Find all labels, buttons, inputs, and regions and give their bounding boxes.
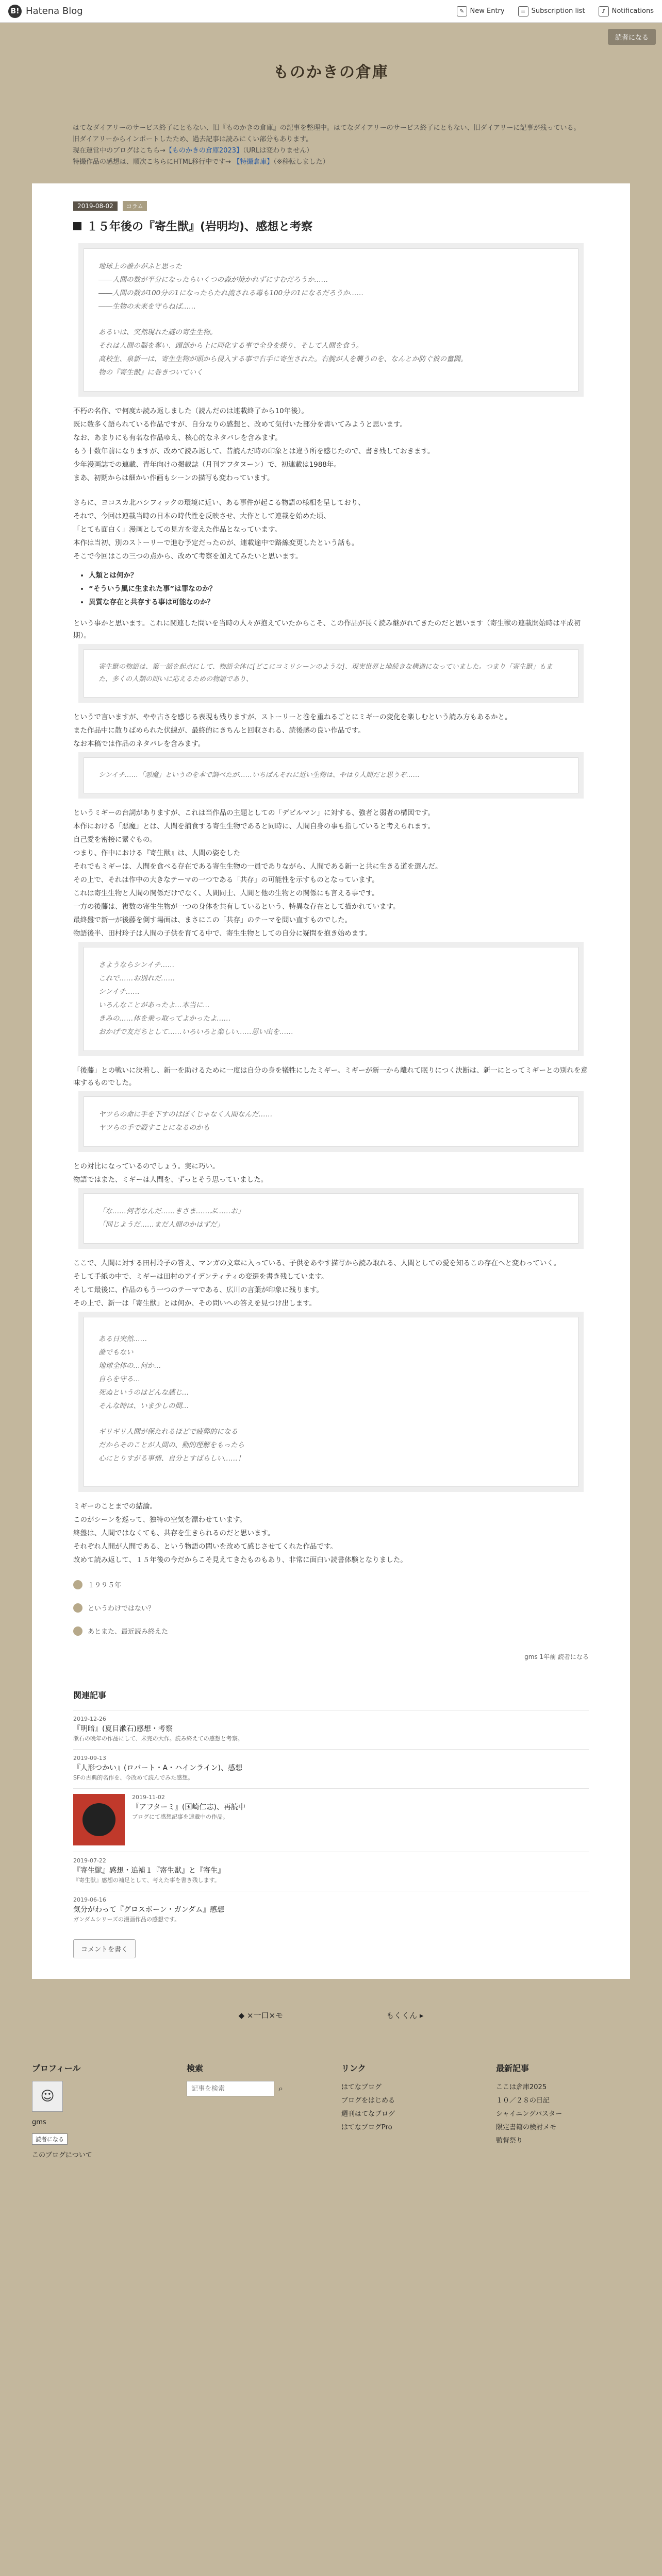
- quote-text: 寄生獣の物語は、第一話を起点にして、物語全体に[どこにコミリシーンのような]、現実世界と地続きな構造になっていました。つまり「寄生獣」もまた、多くの人類の問いに応えるための物語であり、: [98, 663, 553, 683]
- write-comment-button[interactable]: コメントを書く: [73, 1939, 136, 1958]
- text-line: つまり、作中における『寄生獣』は、人間の姿をした: [73, 849, 240, 857]
- text-line: 物語後半、田村玲子は人間の子供を育てる中で、寄生生物としての自分に疑問を抱き始めます。: [73, 929, 372, 938]
- related-thumbnail[interactable]: [73, 1794, 125, 1845]
- text-line: [98, 314, 564, 325]
- blockquote: [84, 248, 578, 392]
- subscribe-button[interactable]: 読者になる: [608, 29, 656, 45]
- text-line: 少年漫画誌での連載、青年向けの掲載誌（月刊アフタヌーン）で、初連載は1988年。: [73, 461, 341, 469]
- blockquote: [84, 947, 578, 1051]
- blog-description: [50, 118, 612, 183]
- footer-link[interactable]: 週刊はてなブログ: [341, 2110, 395, 2118]
- text-line: いろんなことがあったよ…本当に…: [98, 1001, 210, 1009]
- entry-footer: gms 1年前 読者になる: [524, 1653, 589, 1660]
- text-line: ――人間の数が100分の1になったらたれ流される毒も100分の1になるだろうか……: [98, 289, 364, 297]
- description-text: （※移転しました）: [273, 158, 329, 166]
- related-title[interactable]: 『寄生獣』感想・追補１『寄生獣』と『寄生』: [73, 1867, 225, 1875]
- text-line: ギリギリ人間が保たれるほどで疲弊的になる: [98, 1428, 238, 1436]
- hatena-blog-logo-text: Hatena Blog: [26, 6, 83, 16]
- profile-module: [32, 2062, 166, 2162]
- pager-prev-link[interactable]: ◆ ×一口×モ: [238, 2011, 284, 2020]
- text-line: 既に数多く語られている作品ですが、自分なりの感想と、改めて気付いた部分を書いてみようと思います。: [73, 420, 407, 429]
- blockquote: [84, 757, 578, 793]
- subscribe-button[interactable]: 読者になる: [32, 2133, 68, 2145]
- search-icon[interactable]: ⌕: [278, 2083, 283, 2093]
- text-line: ヤツらの命に手を下すのはぼくじゃなく人間なんだ……: [98, 1110, 273, 1118]
- entry-title[interactable]: [73, 218, 589, 234]
- keyword-link[interactable]: [73, 1603, 589, 1613]
- related-date: 2019-07-22: [73, 1857, 106, 1864]
- footer-link[interactable]: はてなブログPro: [341, 2124, 392, 2131]
- text-line: 高校生、泉新一は、寄生生物が頭から侵入する事で右手に寄生された。右腕が人を襲うのを、なんとか防ぐ彼の奮闘。: [98, 355, 468, 363]
- list-item: • “そういう風に生まれた事”は罪なのか？: [89, 582, 589, 596]
- text-line: ある日突然……: [98, 1335, 147, 1343]
- text-line: 本作における「悪魔」とは、人間を捕食する寄生生物であると同時に、人間自身の事も指していると考えられます。: [73, 822, 435, 831]
- text-line: さようならシンイチ……: [98, 961, 175, 969]
- pager: [32, 1979, 630, 2062]
- text-line: 心にとりすがる事情、自分とすばらしい……！: [98, 1454, 245, 1463]
- recent-entry-link[interactable]: 監督祭り: [496, 2137, 523, 2145]
- text-line: ミギーのことまでの結論。: [73, 1502, 157, 1511]
- global-header: [0, 0, 662, 23]
- text-line: 地球全体の…何か…: [98, 1362, 161, 1370]
- recent-entry-link[interactable]: ここは倉庫2025: [496, 2083, 547, 2091]
- new-entry-label: New Entry: [470, 7, 505, 15]
- avatar[interactable]: ☺: [32, 2081, 63, 2112]
- related-snippet: 『寄生獣』感想の補足として、考えた事を書き残します。: [73, 1877, 220, 1884]
- description-text: （URLは変わりません）: [243, 147, 313, 155]
- text-line: ヤツらの手で殺すことになるのかも: [98, 1124, 210, 1132]
- text-line: 「同じようだ……まだ人間のかはずだ」: [98, 1221, 224, 1229]
- entry-date[interactable]: 2019-08-02: [73, 201, 118, 211]
- links-module: [341, 2062, 475, 2162]
- entry-category[interactable]: コラム: [123, 201, 147, 211]
- main-content: [32, 183, 630, 1979]
- paragraph-group: [73, 497, 589, 563]
- text-line: そして最後に、作品のもう一つのテーマである、広川の言葉が印象に残ります。: [73, 1286, 323, 1294]
- recent-entry-link[interactable]: １０／２８の日記: [496, 2097, 550, 2105]
- text-line: 死ぬというのはどんな感じ…: [98, 1388, 189, 1397]
- list-icon: ≡: [518, 6, 528, 16]
- related-title[interactable]: 気分がわって『グロスボーン・ガンダム』感想: [73, 1906, 225, 1914]
- text-line: 不朽の名作、で何度か読み返しました（読んだのは連載終了から10年後）。: [73, 407, 308, 415]
- text-line: そこで今回はこの三つの点から、改めて考察を加えてみたいと思います。: [73, 552, 303, 561]
- bell-icon: ♪: [599, 6, 609, 16]
- description-text: 特撮作品の感想は、順次こちらにHTML移行中です→: [73, 158, 234, 166]
- related-item[interactable]: [73, 1749, 589, 1788]
- keyword-link[interactable]: [73, 1580, 589, 1589]
- text-line: 誰でもない: [98, 1348, 134, 1357]
- question-list: [89, 569, 589, 609]
- paragraph-group: [73, 1257, 589, 1310]
- text-line: だからそのことが人間の、動的理解をもったら: [98, 1441, 244, 1449]
- related-entries: [73, 1689, 589, 1958]
- text-line: なお本稿では作品のネタバレを含みます。: [73, 740, 205, 748]
- paragraph: 「後藤」との戦いに決着し、新一を助けるために一度は自分の身を犠牲にしたミギー。ミギーが新一から離れて眠りにつく決断は、新一にとってミギーとの別れを意味するものでした。: [73, 1066, 588, 1087]
- related-item[interactable]: [73, 1788, 589, 1852]
- text-line: 一方の後藤は、複数の寄生生物が一つの身体を共有しているという、特異な存在として描かれています。: [73, 903, 400, 911]
- related-title[interactable]: 『明暗』(夏目漱石)感想・考察: [73, 1725, 173, 1733]
- description-link[interactable]: 【特撮倉庫】: [233, 158, 274, 166]
- text-line: それで、今回は連載当時の日本の時代性を反映させ、大作として連載を始めた頃、: [73, 512, 330, 520]
- related-heading: 関連記事: [73, 1690, 107, 1700]
- tag-icon: [73, 1580, 82, 1589]
- related-item[interactable]: [73, 1710, 589, 1749]
- text-line: これで……お別れだ……: [98, 974, 175, 982]
- text-line: 最終盤で新一が後藤を倒す場面は、まさにこの「共存」のテーマを問い直すものでした。: [73, 916, 352, 924]
- related-date: 2019-12-26: [73, 1716, 106, 1722]
- recent-heading: 最新記事: [496, 2063, 529, 2073]
- text-line: ここで、人間に対する田村玲子の答え、マンガの文章に入っている、子供をあやす描写から読み取れる、人間としての愛を知るこの存在へと変わっていく。: [73, 1259, 561, 1267]
- text-line: 物の『寄生獣』に巻きついていく: [98, 368, 203, 377]
- text-line: それは人間の脳を奪い、頭部から上に同化する事で全身を操り、そして人間を食う。: [98, 342, 363, 350]
- text-line: きみの……体を乗っ取ってよかったよ……: [98, 1014, 231, 1023]
- text-line: 自己愛を密接に繋ぐもの。: [73, 836, 157, 844]
- keyword-label: １９９５年: [88, 1582, 122, 1589]
- text-line: さらに、ヨコスカ北パシフィックの環境に近い、ある事件が起こる物語の様相を呈しており、: [73, 499, 365, 507]
- related-snippet: 漱石の晩年の作品にして、未完の大作。読み終えての感想と考察。: [73, 1735, 243, 1742]
- blockquote: [84, 1317, 578, 1487]
- text-line: そんな時は、いま少しの間…: [98, 1402, 189, 1410]
- text-line: 物語ではまた、ミギーは人間を、ずっとそう思っていました。: [73, 1176, 268, 1184]
- text-line: その上で、新一は「寄生獣」とは何か、その問いへの答えを見つけ出します。: [73, 1299, 317, 1308]
- keyword-label: というわけではない？: [88, 1605, 155, 1613]
- paragraph-group: [73, 711, 589, 750]
- related-item[interactable]: [73, 1891, 589, 1930]
- recent-entry-link[interactable]: 限定書籍の検討メモ: [496, 2124, 557, 2131]
- blockquote: [84, 1096, 578, 1147]
- text-line: シンイチ……: [98, 988, 140, 996]
- text-line: 地球上の誰かがふと思った: [98, 262, 182, 270]
- about-blog-link[interactable]: このブログについて: [32, 2151, 92, 2159]
- paragraph: という事かと思います。これに関連した問いを当時の人々が抱えていたからこそ、この作品が長く読み継がれてきたのだと思います（寄生獣の連載開始時は平成初期）。: [73, 619, 581, 640]
- description-link[interactable]: 【ものかきの倉庫2023】: [165, 147, 243, 155]
- text-line: なお、あまりにも有名な作品ゆえ、核心的なネタバレを含みます。: [73, 434, 282, 442]
- paragraph-group: [73, 807, 589, 940]
- paragraph-group: [73, 1160, 589, 1186]
- blockquote: [84, 1193, 578, 1244]
- text-line: また作品中に散りばめられた伏線が、最終的にきちんと回収される、読後感の良い作品です。: [73, 726, 365, 735]
- title-bullet-icon: [73, 222, 81, 230]
- keyword-label: あとまた、最近読み終えた: [88, 1628, 169, 1636]
- text-line: 終盤は、人間ではなくても、共存を生きられるのだと思います。: [73, 1529, 275, 1537]
- related-date: 2019-06-16: [73, 1896, 106, 1903]
- text-line: ――生物の未来を守らねば……: [98, 302, 196, 311]
- description-text: 旧ダイアリーからインポートしたため、過去記事は読みにくい部分もあります。: [73, 135, 313, 143]
- related-date: 2019-09-13: [73, 1755, 106, 1761]
- text-line: それぞれ人間が人間である、という物語の問いを改めて感じさせてくれた作品です。: [73, 1543, 337, 1551]
- related-date: 2019-11-02: [132, 1794, 165, 1801]
- entry-body: [73, 248, 589, 1636]
- text-line: まあ、初期からは細かい作画もシーンの描写も変わっています。: [73, 474, 274, 482]
- hatena-blog-logo[interactable]: [8, 5, 83, 18]
- text-line: [98, 1413, 564, 1425]
- recent-entry-link[interactable]: シャイニングパスター: [496, 2110, 562, 2118]
- pager-next-link[interactable]: もくくん ▸: [386, 2011, 424, 2020]
- related-title[interactable]: 『アフターミ』(国崎仁志)、再読中: [132, 1803, 245, 1811]
- text-line: 本作は当初、別のストーリーで進む予定だったのが、連載途中で路線変更したという話も。: [73, 539, 359, 547]
- description-text: 現在運営中のブログはこちら→: [73, 147, 166, 155]
- list-item: • 異質な存在と共存する事は可能なのか？: [89, 596, 589, 609]
- text-line: これは寄生生物と人間の関係だけでなく、人間同士、人間と他の生物との関係にも言える事です。: [73, 889, 379, 897]
- related-snippet: ブログにて感想記事を連載中の作品。: [132, 1814, 228, 1820]
- subscription-list-button[interactable]: [518, 6, 585, 16]
- text-line: そして手紙の中で、ミギーは田村のアイデンティティの変遷を書き残しています。: [73, 1273, 328, 1281]
- list-item: • 人類とは何か？: [89, 569, 589, 582]
- text-line: それでもミギーは、人間を食べる存在である寄生生物の一員でありながら、人間である新一と共に生きる道を選んだ。: [73, 862, 442, 871]
- related-title[interactable]: 『人形つかい』(ロバート・A・ハインライン)、感想: [73, 1764, 243, 1772]
- links-heading: リンク: [341, 2063, 366, 2073]
- text-line: との対比になっているのでしょう。実に巧い。: [73, 1162, 220, 1171]
- recent-entries-module: [496, 2062, 630, 2162]
- related-item[interactable]: [73, 1852, 589, 1891]
- text-line: 「な……何者なんだ……きさま……ぶ……お」: [98, 1207, 245, 1215]
- blog-title-area: [0, 23, 662, 118]
- text-line: というミギーの台詞がありますが、これは当作品の主題としての「デビルマン」に対する、強者と弱者の構図です。: [73, 809, 435, 817]
- entry-title-text: １５年後の『寄生獣』(岩明均)、感想と考察: [87, 221, 313, 233]
- description-text: はてなダイアリーのサービス終了にともない、旧『ものかきの倉庫』の記事を整理中。はてなダイアリーのサービス終了にともない、旧ダイアリーに記事が残っている。: [73, 124, 581, 132]
- blockquote: [84, 649, 578, 698]
- new-entry-button[interactable]: [457, 6, 505, 16]
- search-input[interactable]: [187, 2081, 274, 2096]
- text-line: というで言いますが、やや古さを感じる表現も残りますが、ストーリーと巻を重ねるごとにミギーの変化を楽しむという読み方もあるかと。: [73, 713, 512, 721]
- quote-text: シンイチ……「悪魔」というのを本で調べたが……いちばんそれに近い生物は、やはり人間だと思うぞ……: [98, 771, 420, 779]
- text-line: もう十数年前になりますが、改めて読み返して、昔読んだ時の印象とは違う所を感じたので、書き残しておきます。: [73, 447, 435, 455]
- text-line: 改めて読み返して、１５年後の今だからこそ見えてきたものもあり、非常に面白い読書体験となりました。: [73, 1556, 407, 1564]
- related-snippet: SFの古典的名作を、今改めて読んでみた感想。: [73, 1774, 194, 1781]
- blog-title[interactable]: ものかきの倉庫: [273, 63, 389, 81]
- search-module: [187, 2062, 321, 2162]
- subscription-list-label: Subscription list: [531, 7, 585, 15]
- text-line: 「とても面白く」漫画としての見方を変えた作品となっています。: [73, 526, 282, 534]
- text-line: ――人間の数が半分になったらいくつの森が焼かれずにすむだろうか……: [98, 276, 328, 284]
- text-line: その上で、それは作中の大きなテーマの一つである「共存」の可能性を示すものとなっています。: [73, 876, 379, 884]
- keyword-link[interactable]: [73, 1626, 589, 1636]
- search-heading: 検索: [187, 2063, 204, 2073]
- entry: [73, 201, 589, 1661]
- paragraph-group: [73, 405, 589, 484]
- profile-name[interactable]: gms: [32, 2119, 46, 2126]
- footer-link[interactable]: ブログをはじめる: [341, 2097, 395, 2105]
- tag-icon: [73, 1603, 82, 1613]
- notifications-button[interactable]: [599, 6, 654, 16]
- notifications-label: Notifications: [611, 7, 654, 15]
- paragraph-group: [73, 1500, 589, 1566]
- text-line: このがシーンを巡って、独特の空気を漂わせています。: [73, 1516, 246, 1524]
- footer-link[interactable]: はてなブログ: [341, 2083, 382, 2091]
- pencil-icon: ✎: [457, 6, 467, 16]
- footer: [32, 2062, 630, 2162]
- profile-heading: プロフィール: [32, 2063, 81, 2073]
- related-snippet: ガンダムシリーズの漫画作品の感想です。: [73, 1916, 180, 1923]
- text-line: 自らを守る…: [98, 1375, 140, 1383]
- text-line: おかげで友だちとして……いろいろと楽しい……思い出を……: [98, 1028, 293, 1036]
- tag-icon: [73, 1626, 82, 1636]
- hatena-logo-icon: B!: [8, 5, 22, 18]
- text-line: あるいは、突然現れた謎の寄生生物。: [98, 328, 217, 336]
